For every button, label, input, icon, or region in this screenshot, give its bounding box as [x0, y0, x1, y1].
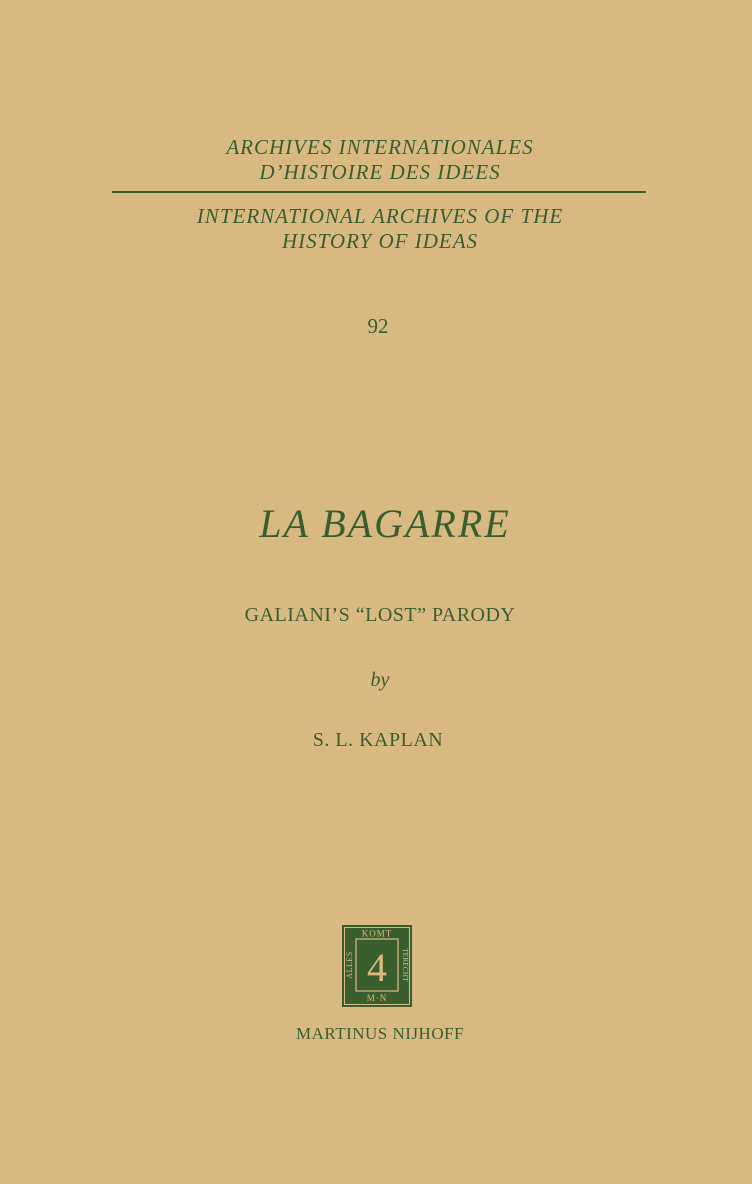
- series-title-english-line-2: HISTORY OF IDEAS: [281, 229, 479, 253]
- series-title-english-line-1: INTERNATIONAL ARCHIVES OF THE: [196, 204, 564, 228]
- logo-bottom-text: M·N: [366, 993, 388, 1003]
- logo-right-text: TERECHT: [401, 948, 409, 982]
- logo-center-text: 4: [367, 945, 387, 990]
- by-label: by: [370, 669, 390, 691]
- publisher-emblem-icon: [342, 925, 412, 1007]
- publisher-name: MARTINUS NIJHOFF: [295, 1024, 465, 1043]
- series-divider-rule: [112, 191, 646, 193]
- book-title: LA BAGARRE: [259, 501, 511, 546]
- logo-top-text: KOMT: [361, 928, 393, 939]
- series-title-french-line-2: D’HISTOIRE DES IDEES: [259, 160, 501, 184]
- volume-number: 92: [367, 314, 389, 338]
- book-subtitle: GALIANI’S “LOST” PARODY: [244, 604, 516, 626]
- logo-left-text: ALLES: [345, 951, 354, 979]
- series-title-french-line-1: ARCHIVES INTERNATIONALES: [226, 135, 534, 159]
- author-name: S. L. KAPLAN: [312, 729, 444, 751]
